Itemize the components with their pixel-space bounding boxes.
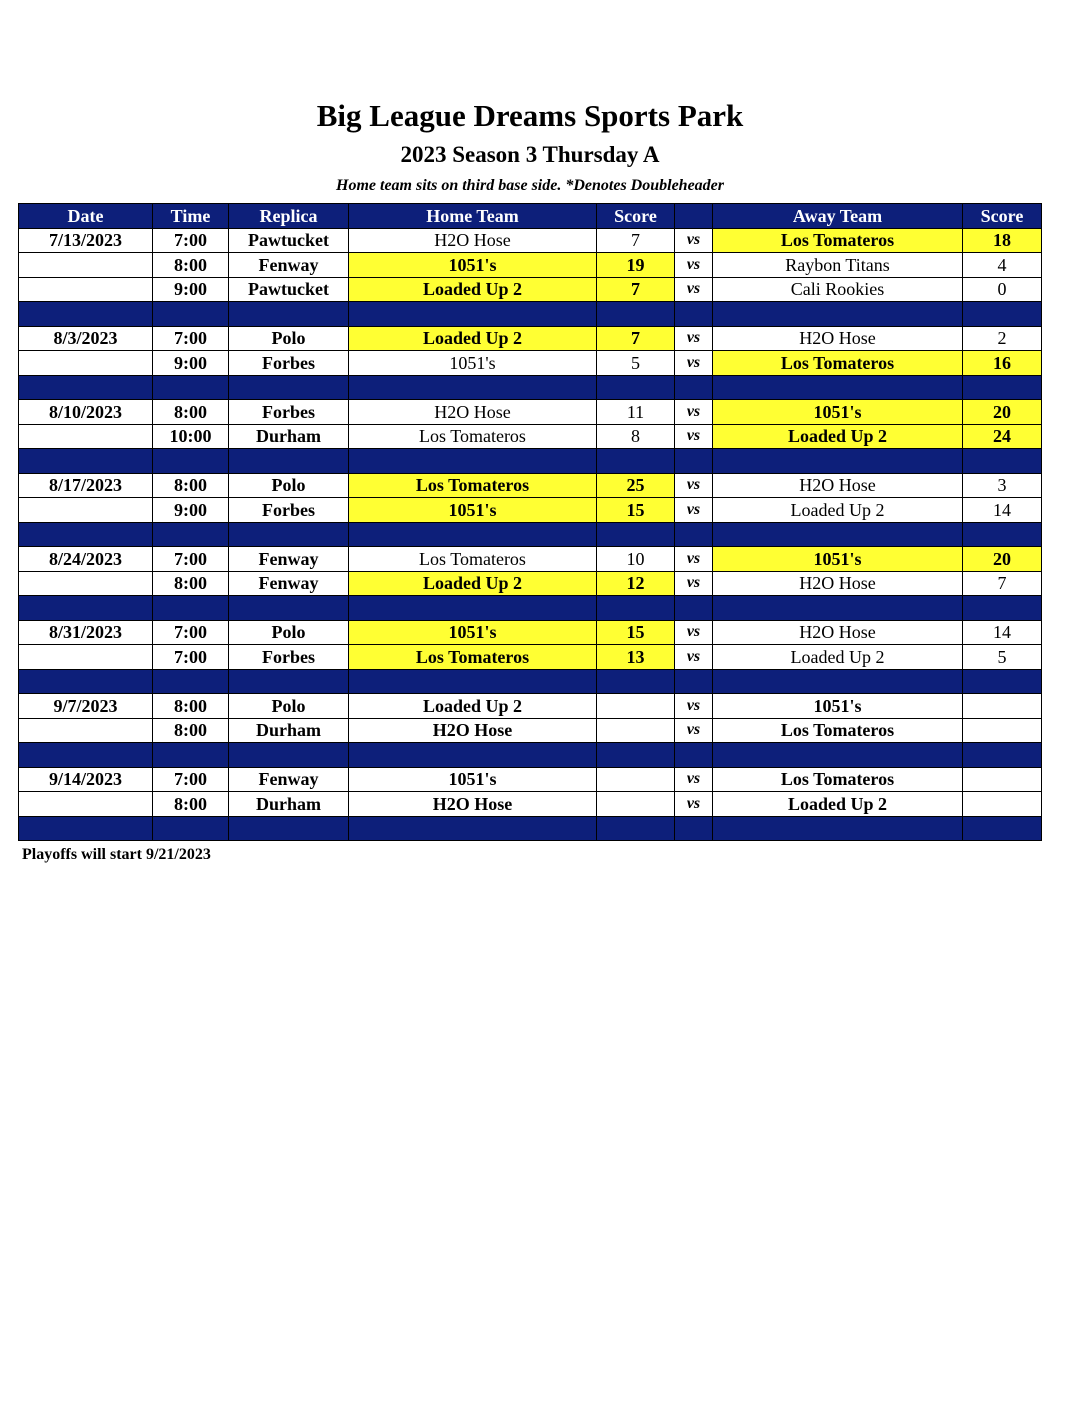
- separator-cell: [153, 449, 229, 474]
- separator-cell: [597, 743, 675, 768]
- replica-cell: Pawtucket: [229, 228, 349, 253]
- date-cell: [19, 498, 153, 523]
- separator-cell: [713, 596, 963, 621]
- date-cell: [19, 277, 153, 302]
- date-cell: 7/13/2023: [19, 228, 153, 253]
- separator-row: [19, 302, 1042, 327]
- home-team-cell: Loaded Up 2: [349, 277, 597, 302]
- vs-cell: vs: [675, 620, 713, 645]
- time-cell: 8:00: [153, 694, 229, 719]
- replica-cell: Durham: [229, 424, 349, 449]
- separator-cell: [349, 375, 597, 400]
- separator-cell: [229, 669, 349, 694]
- game-row: [19, 571, 1042, 596]
- date-cell: 8/3/2023: [19, 326, 153, 351]
- home-score-cell: [597, 792, 675, 817]
- time-cell: 7:00: [153, 547, 229, 572]
- away-score-cell: [963, 718, 1042, 743]
- away-score-cell: 5: [963, 645, 1042, 670]
- time-cell: 9:00: [153, 498, 229, 523]
- replica-cell: Durham: [229, 718, 349, 743]
- vs-cell: vs: [675, 767, 713, 792]
- date-cell: [19, 571, 153, 596]
- separator-cell: [229, 596, 349, 621]
- home-score-cell: [597, 694, 675, 719]
- separator-cell: [229, 816, 349, 841]
- separator-cell: [597, 816, 675, 841]
- separator-row: [19, 375, 1042, 400]
- home-team-cell: 1051's: [349, 767, 597, 792]
- separator-cell: [713, 743, 963, 768]
- date-cell: [19, 645, 153, 670]
- away-team-cell: Loaded Up 2: [713, 645, 963, 670]
- replica-cell: Pawtucket: [229, 277, 349, 302]
- replica-cell: Fenway: [229, 767, 349, 792]
- vs-cell: vs: [675, 792, 713, 817]
- vs-cell: vs: [675, 400, 713, 425]
- separator-cell: [713, 375, 963, 400]
- away-score-cell: 14: [963, 620, 1042, 645]
- game-row: [19, 253, 1042, 278]
- separator-row: [19, 449, 1042, 474]
- away-score-cell: [963, 694, 1042, 719]
- date-cell: [19, 718, 153, 743]
- home-score-cell: 25: [597, 473, 675, 498]
- separator-cell: [229, 522, 349, 547]
- schedule-body: [19, 228, 1042, 841]
- separator-cell: [153, 743, 229, 768]
- separator-cell: [229, 302, 349, 327]
- vs-cell: vs: [675, 277, 713, 302]
- separator-cell: [349, 522, 597, 547]
- home-score-cell: 7: [597, 228, 675, 253]
- separator-cell: [675, 302, 713, 327]
- separator-cell: [963, 449, 1042, 474]
- col-header-vs: [675, 204, 713, 229]
- vs-cell: vs: [675, 326, 713, 351]
- game-row: [19, 473, 1042, 498]
- away-score-cell: 4: [963, 253, 1042, 278]
- away-team-cell: Raybon Titans: [713, 253, 963, 278]
- separator-cell: [153, 816, 229, 841]
- separator-cell: [675, 596, 713, 621]
- page-title: Big League Dreams Sports Park: [316, 98, 744, 133]
- game-row: [19, 718, 1042, 743]
- home-team-cell: H2O Hose: [349, 228, 597, 253]
- home-score-cell: 7: [597, 277, 675, 302]
- schedule-table: [18, 203, 1042, 841]
- away-score-cell: 3: [963, 473, 1042, 498]
- replica-cell: Fenway: [229, 571, 349, 596]
- home-team-cell: H2O Hose: [349, 718, 597, 743]
- col-header-replica: Replica: [229, 204, 349, 229]
- separator-cell: [19, 669, 153, 694]
- separator-cell: [19, 596, 153, 621]
- separator-row: [19, 596, 1042, 621]
- home-score-cell: 12: [597, 571, 675, 596]
- separator-cell: [19, 743, 153, 768]
- separator-cell: [713, 302, 963, 327]
- away-team-cell: Loaded Up 2: [713, 498, 963, 523]
- away-team-cell: 1051's: [713, 547, 963, 572]
- replica-cell: Polo: [229, 473, 349, 498]
- separator-cell: [713, 522, 963, 547]
- col-header-date: Date: [19, 204, 153, 229]
- time-cell: 8:00: [153, 718, 229, 743]
- game-row: [19, 547, 1042, 572]
- home-score-cell: [597, 767, 675, 792]
- separator-cell: [597, 596, 675, 621]
- replica-cell: Forbes: [229, 645, 349, 670]
- away-score-cell: 2: [963, 326, 1042, 351]
- date-cell: 9/7/2023: [19, 694, 153, 719]
- page-subtitle: 2023 Season 3 Thursday A: [400, 142, 660, 167]
- time-cell: 7:00: [153, 620, 229, 645]
- home-score-cell: 19: [597, 253, 675, 278]
- date-cell: 9/14/2023: [19, 767, 153, 792]
- away-team-cell: H2O Hose: [713, 571, 963, 596]
- schedule-note: Home team sits on third base side. *Denotes Doubleheader: [336, 177, 724, 194]
- time-cell: 8:00: [153, 253, 229, 278]
- separator-cell: [963, 816, 1042, 841]
- separator-cell: [153, 375, 229, 400]
- away-score-cell: 24: [963, 424, 1042, 449]
- separator-cell: [963, 375, 1042, 400]
- separator-cell: [675, 449, 713, 474]
- home-score-cell: 13: [597, 645, 675, 670]
- away-team-cell: Loaded Up 2: [713, 792, 963, 817]
- separator-cell: [349, 302, 597, 327]
- away-team-cell: H2O Hose: [713, 326, 963, 351]
- time-cell: 9:00: [153, 351, 229, 376]
- replica-cell: Forbes: [229, 351, 349, 376]
- away-score-cell: 20: [963, 400, 1042, 425]
- time-cell: 8:00: [153, 571, 229, 596]
- away-score-cell: [963, 767, 1042, 792]
- separator-cell: [229, 375, 349, 400]
- col-header-away-score: Score: [963, 204, 1042, 229]
- home-team-cell: H2O Hose: [349, 400, 597, 425]
- vs-cell: vs: [675, 473, 713, 498]
- home-team-cell: 1051's: [349, 620, 597, 645]
- separator-cell: [153, 522, 229, 547]
- home-team-cell: 1051's: [349, 351, 597, 376]
- separator-cell: [19, 816, 153, 841]
- home-score-cell: [597, 718, 675, 743]
- separator-cell: [153, 669, 229, 694]
- game-row: [19, 228, 1042, 253]
- separator-row: [19, 743, 1042, 768]
- time-cell: 7:00: [153, 645, 229, 670]
- date-cell: 8/24/2023: [19, 547, 153, 572]
- home-team-cell: Loaded Up 2: [349, 326, 597, 351]
- time-cell: 10:00: [153, 424, 229, 449]
- game-row: [19, 767, 1042, 792]
- home-team-cell: Loaded Up 2: [349, 571, 597, 596]
- replica-cell: Fenway: [229, 253, 349, 278]
- separator-cell: [597, 669, 675, 694]
- playoffs-note: Playoffs will start 9/21/2023: [22, 846, 211, 863]
- separator-cell: [963, 596, 1042, 621]
- home-score-cell: 7: [597, 326, 675, 351]
- separator-cell: [713, 449, 963, 474]
- time-cell: 8:00: [153, 473, 229, 498]
- separator-cell: [19, 449, 153, 474]
- date-cell: [19, 253, 153, 278]
- time-cell: 7:00: [153, 767, 229, 792]
- away-score-cell: [963, 792, 1042, 817]
- game-row: [19, 620, 1042, 645]
- time-cell: 7:00: [153, 326, 229, 351]
- separator-cell: [675, 522, 713, 547]
- home-score-cell: 8: [597, 424, 675, 449]
- replica-cell: Forbes: [229, 400, 349, 425]
- home-team-cell: Los Tomateros: [349, 473, 597, 498]
- replica-cell: Durham: [229, 792, 349, 817]
- replica-cell: Fenway: [229, 547, 349, 572]
- replica-cell: Polo: [229, 326, 349, 351]
- separator-cell: [229, 743, 349, 768]
- separator-cell: [349, 743, 597, 768]
- home-score-cell: 15: [597, 498, 675, 523]
- away-team-cell: H2O Hose: [713, 620, 963, 645]
- game-row: [19, 326, 1042, 351]
- separator-cell: [597, 302, 675, 327]
- away-score-cell: 7: [963, 571, 1042, 596]
- time-cell: 8:00: [153, 792, 229, 817]
- vs-cell: vs: [675, 498, 713, 523]
- separator-cell: [675, 743, 713, 768]
- vs-cell: vs: [675, 718, 713, 743]
- separator-cell: [349, 816, 597, 841]
- replica-cell: Forbes: [229, 498, 349, 523]
- game-row: [19, 498, 1042, 523]
- home-score-cell: 15: [597, 620, 675, 645]
- separator-cell: [963, 302, 1042, 327]
- game-row: [19, 792, 1042, 817]
- col-header-away-team: Away Team: [713, 204, 963, 229]
- separator-cell: [713, 669, 963, 694]
- separator-cell: [153, 596, 229, 621]
- away-score-cell: 16: [963, 351, 1042, 376]
- time-cell: 8:00: [153, 400, 229, 425]
- time-cell: 7:00: [153, 228, 229, 253]
- separator-cell: [19, 302, 153, 327]
- vs-cell: vs: [675, 228, 713, 253]
- separator-row: [19, 816, 1042, 841]
- date-cell: [19, 424, 153, 449]
- replica-cell: Polo: [229, 694, 349, 719]
- col-header-time: Time: [153, 204, 229, 229]
- separator-cell: [963, 743, 1042, 768]
- separator-cell: [675, 816, 713, 841]
- home-team-cell: 1051's: [349, 253, 597, 278]
- separator-row: [19, 669, 1042, 694]
- away-team-cell: 1051's: [713, 400, 963, 425]
- home-score-cell: 5: [597, 351, 675, 376]
- date-cell: [19, 351, 153, 376]
- separator-cell: [675, 669, 713, 694]
- home-team-cell: Los Tomateros: [349, 547, 597, 572]
- separator-cell: [153, 302, 229, 327]
- away-team-cell: Loaded Up 2: [713, 424, 963, 449]
- col-header-home-team: Home Team: [349, 204, 597, 229]
- away-team-cell: Los Tomateros: [713, 228, 963, 253]
- home-team-cell: 1051's: [349, 498, 597, 523]
- game-row: [19, 645, 1042, 670]
- separator-cell: [963, 522, 1042, 547]
- game-row: [19, 351, 1042, 376]
- date-cell: 8/17/2023: [19, 473, 153, 498]
- separator-cell: [19, 375, 153, 400]
- vs-cell: vs: [675, 571, 713, 596]
- vs-cell: vs: [675, 424, 713, 449]
- header-row: [19, 204, 1042, 229]
- home-team-cell: Los Tomateros: [349, 424, 597, 449]
- separator-cell: [713, 816, 963, 841]
- separator-cell: [349, 669, 597, 694]
- away-score-cell: 18: [963, 228, 1042, 253]
- date-cell: 8/10/2023: [19, 400, 153, 425]
- separator-cell: [229, 449, 349, 474]
- vs-cell: vs: [675, 253, 713, 278]
- separator-cell: [597, 449, 675, 474]
- col-header-home-score: Score: [597, 204, 675, 229]
- time-cell: 9:00: [153, 277, 229, 302]
- home-team-cell: H2O Hose: [349, 792, 597, 817]
- away-team-cell: Los Tomateros: [713, 351, 963, 376]
- away-team-cell: Los Tomateros: [713, 767, 963, 792]
- vs-cell: vs: [675, 645, 713, 670]
- date-cell: 8/31/2023: [19, 620, 153, 645]
- replica-cell: Polo: [229, 620, 349, 645]
- away-team-cell: 1051's: [713, 694, 963, 719]
- separator-cell: [675, 375, 713, 400]
- away-team-cell: H2O Hose: [713, 473, 963, 498]
- away-score-cell: 14: [963, 498, 1042, 523]
- separator-cell: [349, 449, 597, 474]
- away-team-cell: Los Tomateros: [713, 718, 963, 743]
- vs-cell: vs: [675, 694, 713, 719]
- separator-cell: [963, 669, 1042, 694]
- game-row: [19, 424, 1042, 449]
- vs-cell: vs: [675, 547, 713, 572]
- date-cell: [19, 792, 153, 817]
- separator-cell: [597, 375, 675, 400]
- home-team-cell: Loaded Up 2: [349, 694, 597, 719]
- away-score-cell: 20: [963, 547, 1042, 572]
- game-row: [19, 400, 1042, 425]
- separator-cell: [19, 522, 153, 547]
- separator-cell: [349, 596, 597, 621]
- game-row: [19, 277, 1042, 302]
- away-team-cell: Cali Rookies: [713, 277, 963, 302]
- vs-cell: vs: [675, 351, 713, 376]
- separator-cell: [597, 522, 675, 547]
- home-team-cell: Los Tomateros: [349, 645, 597, 670]
- home-score-cell: 10: [597, 547, 675, 572]
- away-score-cell: 0: [963, 277, 1042, 302]
- game-row: [19, 694, 1042, 719]
- separator-row: [19, 522, 1042, 547]
- home-score-cell: 11: [597, 400, 675, 425]
